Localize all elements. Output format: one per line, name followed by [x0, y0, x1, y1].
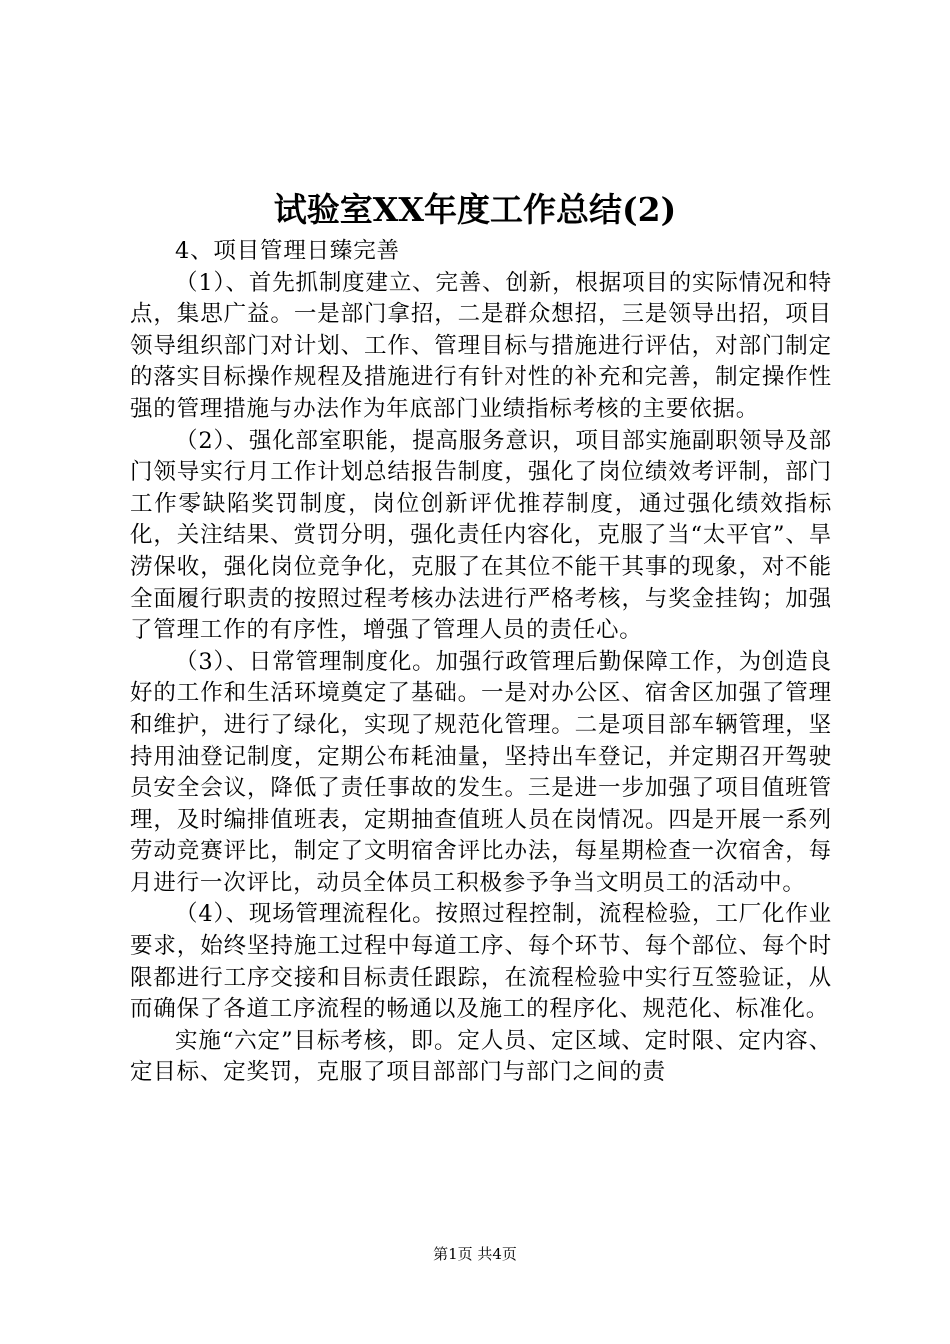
document-title: 试验室XX年度工作总结(2) [273, 190, 677, 229]
paragraph-5: 实施“六定”目标考核，即。定人员、定区域、定时限、定内容、定目标、定奖罚，克服了项目部部门与部门之间的责 [130, 1027, 832, 1086]
paragraph-2: （2）、强化部室职能，提高服务意识，项目部实施副职领导及部门领导实行月工作计划总结报告制度，强化了岗位绩效考评制，部门工作零缺陷奖罚制度，岗位创新评优推荐制度，通过强化绩效指标化，关注结果、赏罚分明，强化责任内容化，克服了当“太平官”、旱涝保收，强化岗位竞争化，克服了在其位不能干其事的现象，对不能全面履行职责的按照过程考核办法进行严格考核，与奖金挂钩；加强了管理工作的有序性，增强了管理人员的责任心。 [130, 427, 832, 644]
document-body [130, 236, 832, 1089]
paragraph-3: （3）、日常管理制度化。加强行政管理后勤保障工作，为创造良好的工作和生活环境奠定了基础。一是对办公区、宿舍区加强了管理和维护，进行了绿化，实现了规范化管理。二是项目部车辆管理，坚持用油登记制度，定期公布耗油量，坚持出车登记，并定期召开驾驶员安全会议，降低了责任事故的发生。三是进一步加强了项目值班管理，及时编排值班表，定期抽查值班人员在岗情况。四是开展一系列劳动竞赛评比，制定了文明宿舍评比办法，每星期检查一次宿舍，每月进行一次评比，动员全体员工积极参予争当文明员工的活动中。 [130, 648, 832, 896]
section-heading: 4、项目管理日臻完善 [175, 238, 400, 264]
paragraph-1: （1）、首先抓制度建立、完善、创新，根据项目的实际情况和特点，集思广益。一是部门拿招，二是群众想招，三是领导出招，项目领导组织部门对计划、工作、管理目标与措施进行评估，对部门制定的落实目标操作规程及措施进行有针对性的补充和完善，制定操作性强的管理措施与办法作为年底部门业绩指标考核的主要依据。 [130, 269, 832, 422]
page-footer: 第1页 共4页 [433, 1245, 517, 1263]
paragraph-4: （4）、现场管理流程化。按照过程控制，流程检验，工厂化作业要求，始终坚持施工过程中每道工序、每个环节、每个部位、每个时限都进行工序交接和目标责任跟踪，在流程检验中实行互签验证，从而确保了各道工序流程的畅通以及施工的程序化、规范化、标准化。 [130, 901, 832, 1023]
